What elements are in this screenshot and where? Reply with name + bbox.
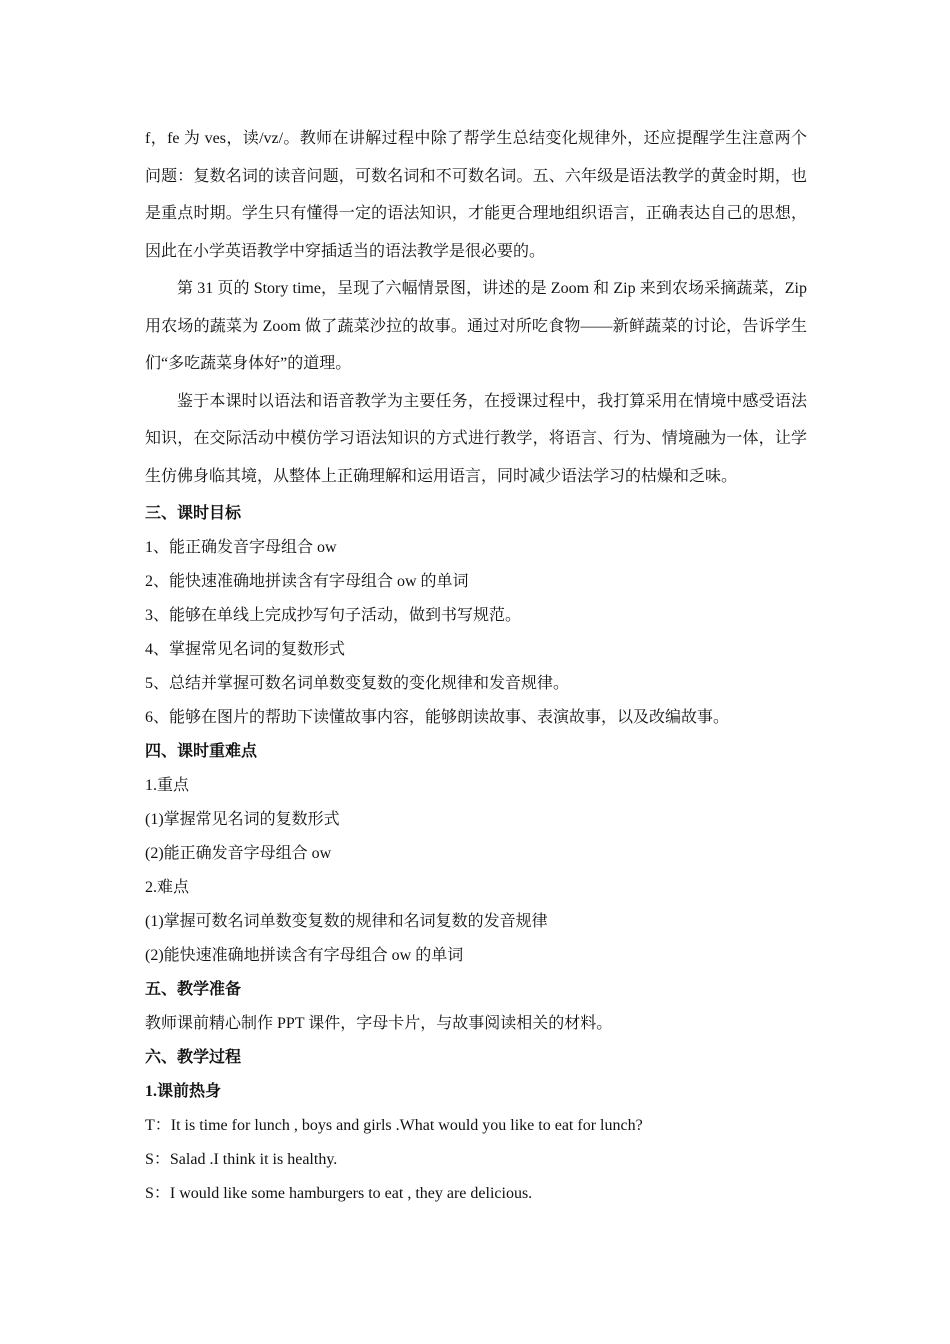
subheading-warm-up: 1.课前热身 [145, 1083, 222, 1100]
objective-item: 3、能够在单线上完成抄写句子活动，做到书写规范。 [145, 607, 522, 624]
document-page [145, 120, 807, 1211]
preparation-text: 教师课前精心制作 PPT 课件，字母卡片，与故事阅读相关的材料。 [145, 1015, 613, 1032]
dialogue-line: S：I would like some hamburgers to eat , they are delicious. [145, 1185, 533, 1202]
dialogue-line: T：It is time for lunch , boys and girls .What would you like to eat for lunch? [145, 1117, 643, 1134]
dialogue-line: S：Salad .I think it is healthy. [145, 1151, 338, 1168]
section-heading-objectives: 三、课时目标 [145, 505, 242, 522]
section-heading-key-points: 四、课时重难点 [145, 743, 258, 760]
objective-item: 6、能够在图片的帮助下读懂故事内容，能够朗读故事、表演故事，以及改编故事。 [145, 709, 730, 726]
paragraph-story-time: 第 31 页的 Story time，呈现了六幅情景图，讲述的是 Zoom 和 Zip 来到农场采摘蔬菜，Zip 用农场的蔬菜为 Zoom 做了蔬菜沙拉的故事。通过对所吃食物——新鲜蔬菜的讨论，告诉学生们“多吃蔬菜身体好”的道理。 [145, 280, 807, 372]
objective-item: 1、能正确发音字母组合 ow [145, 539, 337, 556]
paragraph-teaching-approach: 鉴于本课时以语法和语音教学为主要任务，在授课过程中，我打算采用在情境中感受语法知识，在交际活动中模仿学习语法知识的方式进行教学，将语言、行为、情境融为一体，让学生仿佛身临其境，从整体上正确理解和运用语言，同时减少语法学习的枯燥和乏味。 [145, 392, 807, 485]
paragraph-plural-rules: f，fe 为 ves，读/vz/。教师在讲解过程中除了帮学生总结变化规律外，还应提醒学生注意两个问题：复数名词的读音问题，可数名词和不可数名词。五、六年级是语法教学的黄金时期，也是重点时期。学生只有懂得一定的语法知识，才能更合理地组织语言，正确表达自己的思想，因此在小学英语教学中穿插适当的语法教学是很必要的。 [145, 130, 807, 260]
objective-item: 2、能快速准确地拼读含有字母组合 ow 的单词 [145, 573, 469, 590]
key-points-label: 1.重点 [145, 777, 190, 794]
difficult-point-item: (1)掌握可数名词单数变复数的规律和名词复数的发音规律 [145, 913, 548, 930]
difficult-point-item: (2)能快速准确地拼读含有字母组合 ow 的单词 [145, 947, 464, 964]
section-heading-process: 六、教学过程 [145, 1049, 242, 1066]
objective-item: 5、总结并掌握可数名词单数变复数的变化规律和发音规律。 [145, 675, 570, 692]
objective-item: 4、掌握常见名词的复数形式 [145, 641, 346, 658]
section-heading-preparation: 五、教学准备 [145, 981, 242, 998]
key-point-item: (2)能正确发音字母组合 ow [145, 845, 332, 862]
difficult-points-label: 2.难点 [145, 879, 190, 896]
key-point-item: (1)掌握常见名词的复数形式 [145, 811, 340, 828]
